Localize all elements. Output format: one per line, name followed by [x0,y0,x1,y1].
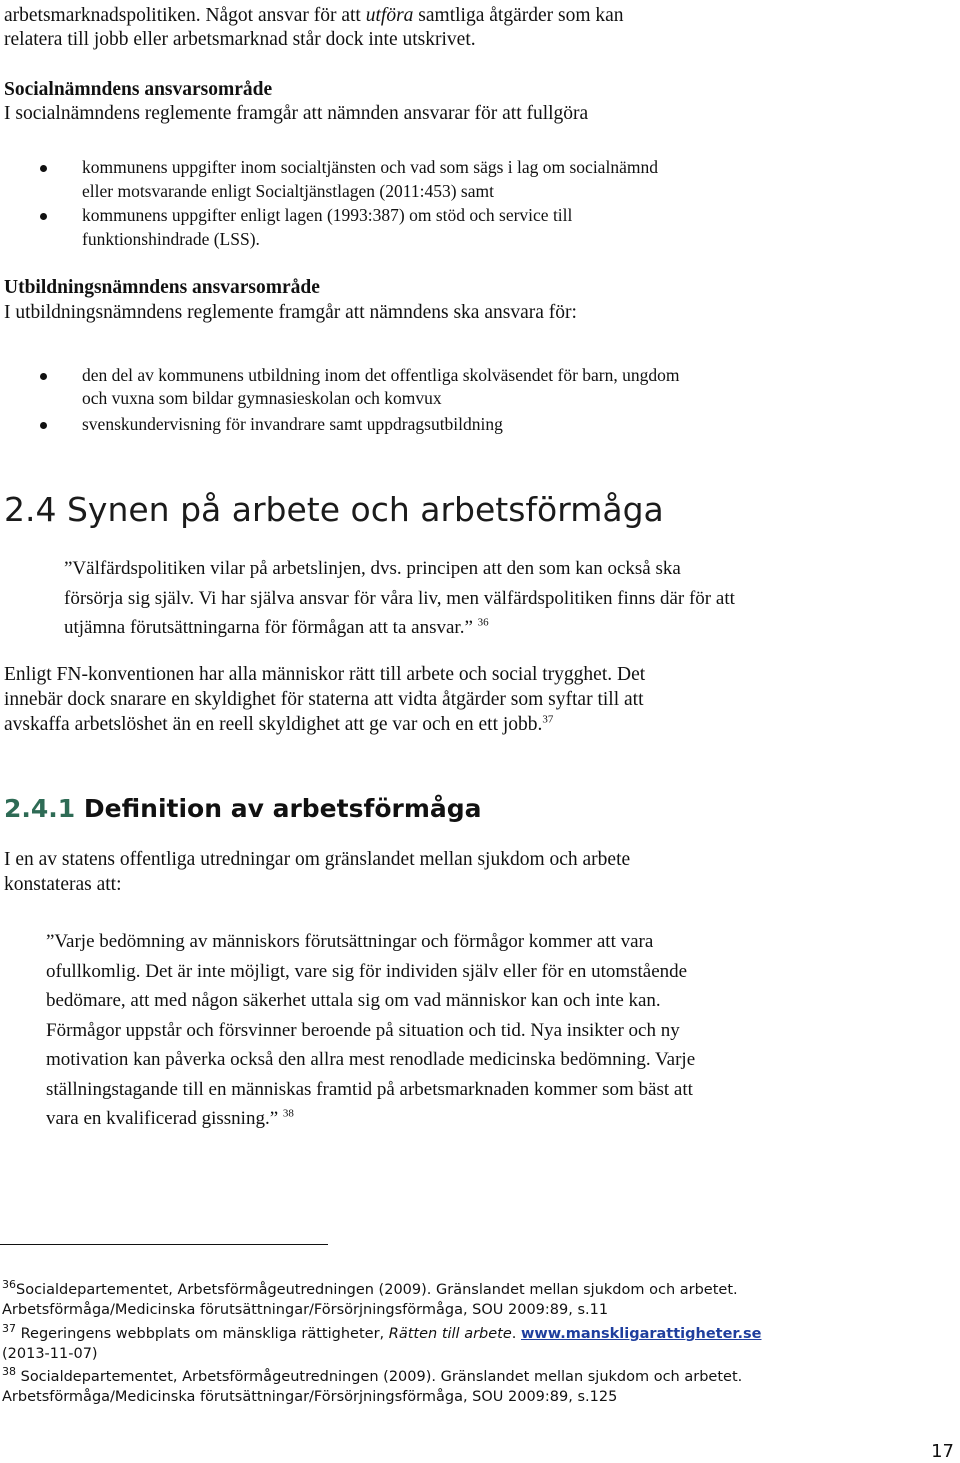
text-span: vara en kvalificerad gissning.” [46,1108,279,1129]
quote-line [64,614,489,642]
list-item-line: svenskundervisning för invandrare samt uppdragsutbildning [82,414,503,434]
education-intro: I utbildningsnämndens reglemente framgår att nämndens ska ansvara för: [4,302,577,323]
footnote-text: Socialdepartementet, Arbetsförmågeutredningen (2009). Gränslandet mellan sjukdom och arbetet. [16,1369,743,1385]
quote-line: försörja sig själv. Vi har själva ansvar för våra liv, men välfärdspolitiken finns där för att [64,588,735,609]
list-item-line: funktionshindrade (LSS). [82,229,260,249]
list-item-line: och vuxna som bildar gymnasieskolan och komvux [82,388,442,408]
italic-text: utföra [365,5,414,26]
paragraph-line [4,4,624,28]
footnote-ref: 38 [282,1107,294,1120]
quote-line: ställningstagande till en människas framtid på arbetsmarknaden kommer som bäst att [46,1079,693,1100]
footnote-text: Socialdepartementet, Arbetsförmågeutredningen (2009). Gränslandet mellan sjukdom och arbetet. [16,1282,738,1298]
footnote-37-line2: (2013-11-07) [2,1346,98,1362]
paragraph-line: I en av statens offentliga utredningar om gränslandet mellan sjukdom och arbete [4,849,631,870]
footnote-ref: 36 [477,616,489,629]
subsection-heading-2-4-1 [4,791,482,827]
quote-line: Förmågor uppstår och försvinner beroende på situation och tid. Nya insikter och ny [46,1020,680,1041]
page-number: 17 [931,1441,954,1462]
paragraph-line: Enligt FN-konventionen har alla människor rätt till arbete och social trygghet. Det [4,664,646,685]
paragraph-line [4,713,553,737]
text-span: utjämna förutsättningarna för förmågan att ta ansvar.” [64,617,473,638]
paragraph-line: relatera till jobb eller arbetsmarknad står dock inte utskrivet. [4,29,476,50]
quote-line: bedömare, att med någon säkerhet uttala sig om vad människor kan och inte kan. [46,990,661,1011]
footnote-38 [2,1367,742,1387]
footnote-text: Regeringens webbplats om mänskliga rättigheter, [16,1326,389,1342]
paragraph-line: konstateras att: [4,874,122,895]
list-item-line: kommunens uppgifter inom socialtjänsten och vad som sägs i lag om socialnämnd [82,157,658,177]
list-item-line: eller motsvarande enligt Socialtjänstlagen (2011:453) samt [82,181,494,201]
footnote-text: . [511,1326,521,1342]
italic-text: Rätten till arbete [388,1326,512,1342]
quote-line: ”Välfärdspolitiken vilar på arbetslinjen, dvs. principen att den som kan också ska [64,558,681,579]
text-span: arbetsmarknadspolitiken. Något ansvar för att [4,5,366,26]
bullet-icon [40,422,47,429]
footnote-36 [2,1280,738,1300]
quote-line: ”Varje bedömning av människors förutsättningar och förmågor kommer att vara [46,931,654,952]
bullet-icon [40,213,47,220]
footnote-number: 38 [2,1365,16,1379]
bullet-icon [40,373,47,380]
footnote-number: 37 [2,1322,16,1336]
text-span: avskaffa arbetslöshet än en reell skyldighet att ge var och en ett jobb. [4,714,543,735]
section-heading-social: Socialnämndens ansvarsområde [4,79,273,100]
section-title: Definition av arbetsförmåga [83,794,482,823]
list-item-line: kommunens uppgifter enligt lagen (1993:387) om stöd och service till [82,205,573,225]
text-span: samtliga åtgärder som kan [413,5,624,26]
footnote-38-line2: Arbetsförmåga/Medicinska förutsättningar/Försörjningsförmåga, SOU 2009:89, s.125 [2,1389,618,1405]
quote-line [46,1105,294,1133]
footnote-ref: 37 [542,713,554,726]
section-heading-education: Utbildningsnämndens ansvarsområde [4,277,320,298]
footnote-separator [0,1244,328,1245]
quote-line: motivation kan påverka också den allra mest renodlade medicinska bedömning. Varje [46,1049,696,1070]
footnote-36-line2: Arbetsförmåga/Medicinska förutsättningar/Försörjningsförmåga, SOU 2009:89, s.11 [2,1302,609,1318]
section-number: 2.4.1 [4,794,76,823]
footnote-number: 36 [2,1278,16,1292]
section-heading-2-4: 2.4 Synen på arbete och arbetsförmåga [4,490,664,529]
paragraph-line: innebär dock snarare en skyldighet för staterna att vidta åtgärder som syftar till att [4,689,644,710]
social-intro: I socialnämndens reglemente framgår att nämnden ansvarar för att fullgöra [4,103,589,124]
footnote-37 [2,1324,762,1344]
website-link[interactable]: www.manskligarattigheter.se [521,1326,762,1342]
quote-line: ofullkomlig. Det är inte möjligt, vare sig för individen själv eller för en utomstående [46,961,688,982]
bullet-icon [40,165,47,172]
list-item-line: den del av kommunens utbildning inom det offentliga skolväsendet för barn, ungdom [82,365,680,385]
